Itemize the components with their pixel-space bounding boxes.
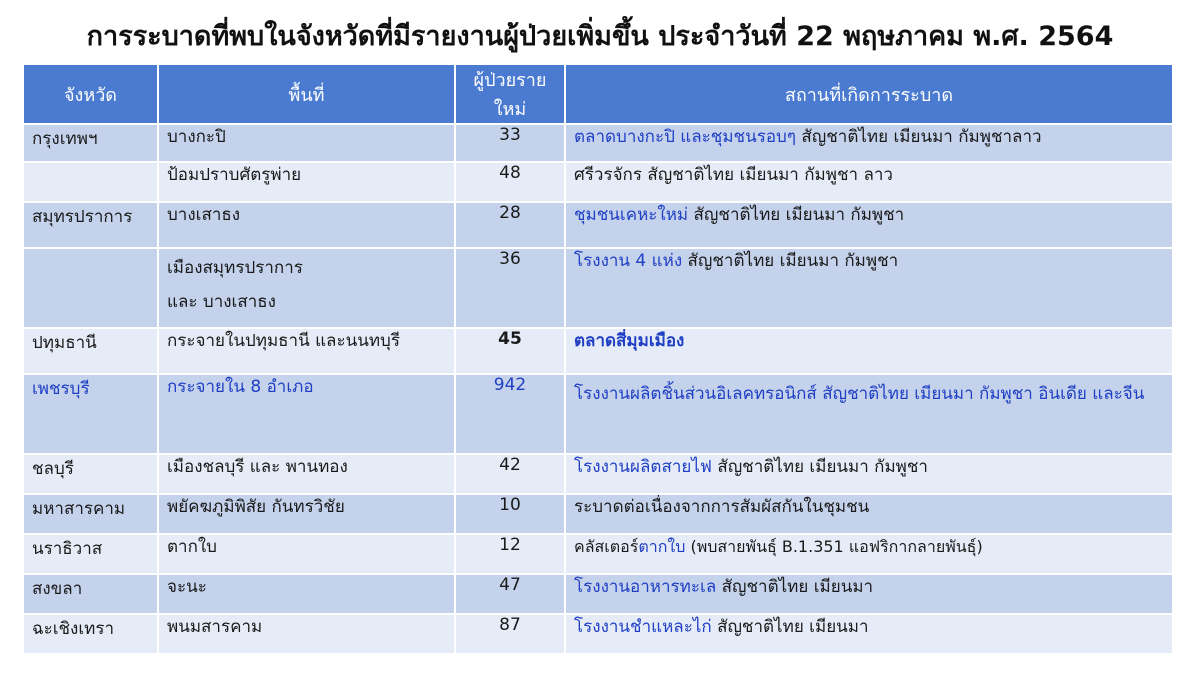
site-detail: (พบสายพันธุ์ B.1.351 แอฟริกากลายพันธุ์) <box>685 537 983 556</box>
new-cases-cell: 47 <box>455 574 565 614</box>
table-row <box>24 162 1173 202</box>
column-header-area: พื้นที่ <box>158 65 455 124</box>
new-cases-cell: 33 <box>455 124 565 162</box>
table-row <box>24 124 1173 162</box>
area-cell: เมืองชลบุรี และ พานทอง <box>158 454 455 494</box>
table-row <box>24 614 1173 654</box>
area-cell: ตากใบ <box>158 534 455 574</box>
province-cell: สงขลา <box>24 574 158 614</box>
site-highlight: ชุมชนเคหะใหม่ <box>574 205 689 225</box>
new-cases-cell: 12 <box>455 534 565 574</box>
province-cell: ฉะเชิงเทรา <box>24 614 158 654</box>
new-cases-cell: 10 <box>455 494 565 534</box>
column-header-new-cases: ผู้ป่วยรายใหม่ <box>455 65 565 124</box>
site-highlight: โรงงานผลิตสายไฟ <box>574 457 712 477</box>
table-row <box>24 328 1173 374</box>
area-cell: กระจายใน 8 อำเภอ <box>158 374 455 454</box>
area-cell: บางกะปิ <box>158 124 455 162</box>
column-header-province: จังหวัด <box>24 65 158 124</box>
province-cell: เพชรบุรี <box>24 374 158 454</box>
area-cell: เมืองสมุทรปราการ และ บางเสาธง <box>158 248 455 328</box>
site-highlight: ตากใบ <box>638 537 686 556</box>
new-cases-cell: 942 <box>455 374 565 454</box>
province-cell: นราธิวาส <box>24 534 158 574</box>
page-title: การระบาดที่พบในจังหวัดที่มีรายงานผู้ป่วยเพิ่มขึ้น ประจำวันที่ 22 พฤษภาคม พ.ศ. 2564 <box>86 21 1114 52</box>
outbreak-table <box>24 65 1174 655</box>
table-row <box>24 374 1173 454</box>
new-cases-cell: 45 <box>455 328 565 374</box>
outbreak-site-cell <box>565 124 1173 162</box>
site-highlight: ตลาดสี่มุมเมือง <box>574 331 685 351</box>
new-cases-cell: 36 <box>455 248 565 328</box>
province-cell <box>24 162 158 202</box>
site-prefix: คลัสเตอร์ <box>574 537 639 556</box>
outbreak-site-cell <box>565 534 1173 574</box>
new-cases-cell: 28 <box>455 202 565 248</box>
province-cell: สมุทรปราการ <box>24 202 158 248</box>
table-row <box>24 454 1173 494</box>
outbreak-site-cell <box>565 328 1173 374</box>
area-cell: พนมสารคาม <box>158 614 455 654</box>
table-row <box>24 534 1173 574</box>
province-cell: ชลบุรี <box>24 454 158 494</box>
new-cases-cell: 87 <box>455 614 565 654</box>
column-header-outbreak-site: สถานที่เกิดการระบาด <box>565 65 1173 124</box>
site-highlight: โรงงาน 4 แห่ง <box>574 251 683 271</box>
site-detail: สัญชาติไทย เมียนมา กัมพูชาลาว <box>795 127 1042 147</box>
site-highlight: ตลาดบางกะปิ และชุมชนรอบๆ <box>574 127 796 147</box>
area-cell: พยัคฆภูมิพิสัย กันทรวิชัย <box>158 494 455 534</box>
site-highlight: โรงงานอาหารทะเล <box>574 577 717 597</box>
province-cell: กรุงเทพฯ <box>24 124 158 162</box>
outbreak-site-cell <box>565 374 1173 454</box>
site-detail: โรงงานผลิตชิ้นส่วนอิเลคทรอนิกส์ สัญชาติไทย เมียนมา กัมพูชา อินเดีย และจีน <box>574 384 1145 404</box>
table-row <box>24 248 1173 328</box>
table-row <box>24 494 1173 534</box>
site-detail: สัญชาติไทย เมียนมา กัมพูชา <box>682 251 899 271</box>
site-detail: ระบาดต่อเนื่องจากการสัมผัสกันในชุมชน <box>574 497 870 517</box>
site-detail: สัญชาติไทย เมียนมา <box>716 577 874 597</box>
area-cell: จะนะ <box>158 574 455 614</box>
area-cell: บางเสาธง <box>158 202 455 248</box>
outbreak-site-cell <box>565 574 1173 614</box>
table-row <box>24 202 1173 248</box>
area-cell: ป้อมปราบศัตรูพ่าย <box>158 162 455 202</box>
site-detail: ศรีวรจักร สัญชาติไทย เมียนมา กัมพูชา ลาว <box>574 165 893 185</box>
site-detail: สัญชาติไทย เมียนมา <box>711 617 869 637</box>
new-cases-cell: 42 <box>455 454 565 494</box>
outbreak-site-cell <box>565 494 1173 534</box>
site-detail: สัญชาติไทย เมียนมา กัมพูชา <box>688 205 905 225</box>
new-cases-cell: 48 <box>455 162 565 202</box>
outbreak-site-cell <box>565 248 1173 328</box>
site-detail: สัญชาติไทย เมียนมา กัมพูชา <box>711 457 928 477</box>
province-cell: มหาสารคาม <box>24 494 158 534</box>
province-cell: ปทุมธานี <box>24 328 158 374</box>
table-row <box>24 574 1173 614</box>
area-cell: กระจายในปทุมธานี และนนทบุรี <box>158 328 455 374</box>
outbreak-site-cell <box>565 454 1173 494</box>
outbreak-site-cell <box>565 614 1173 654</box>
outbreak-site-cell <box>565 202 1173 248</box>
table-header-row <box>24 65 1173 124</box>
province-cell <box>24 248 158 328</box>
site-highlight: โรงงานชำแหละไก่ <box>574 617 712 637</box>
outbreak-site-cell <box>565 162 1173 202</box>
